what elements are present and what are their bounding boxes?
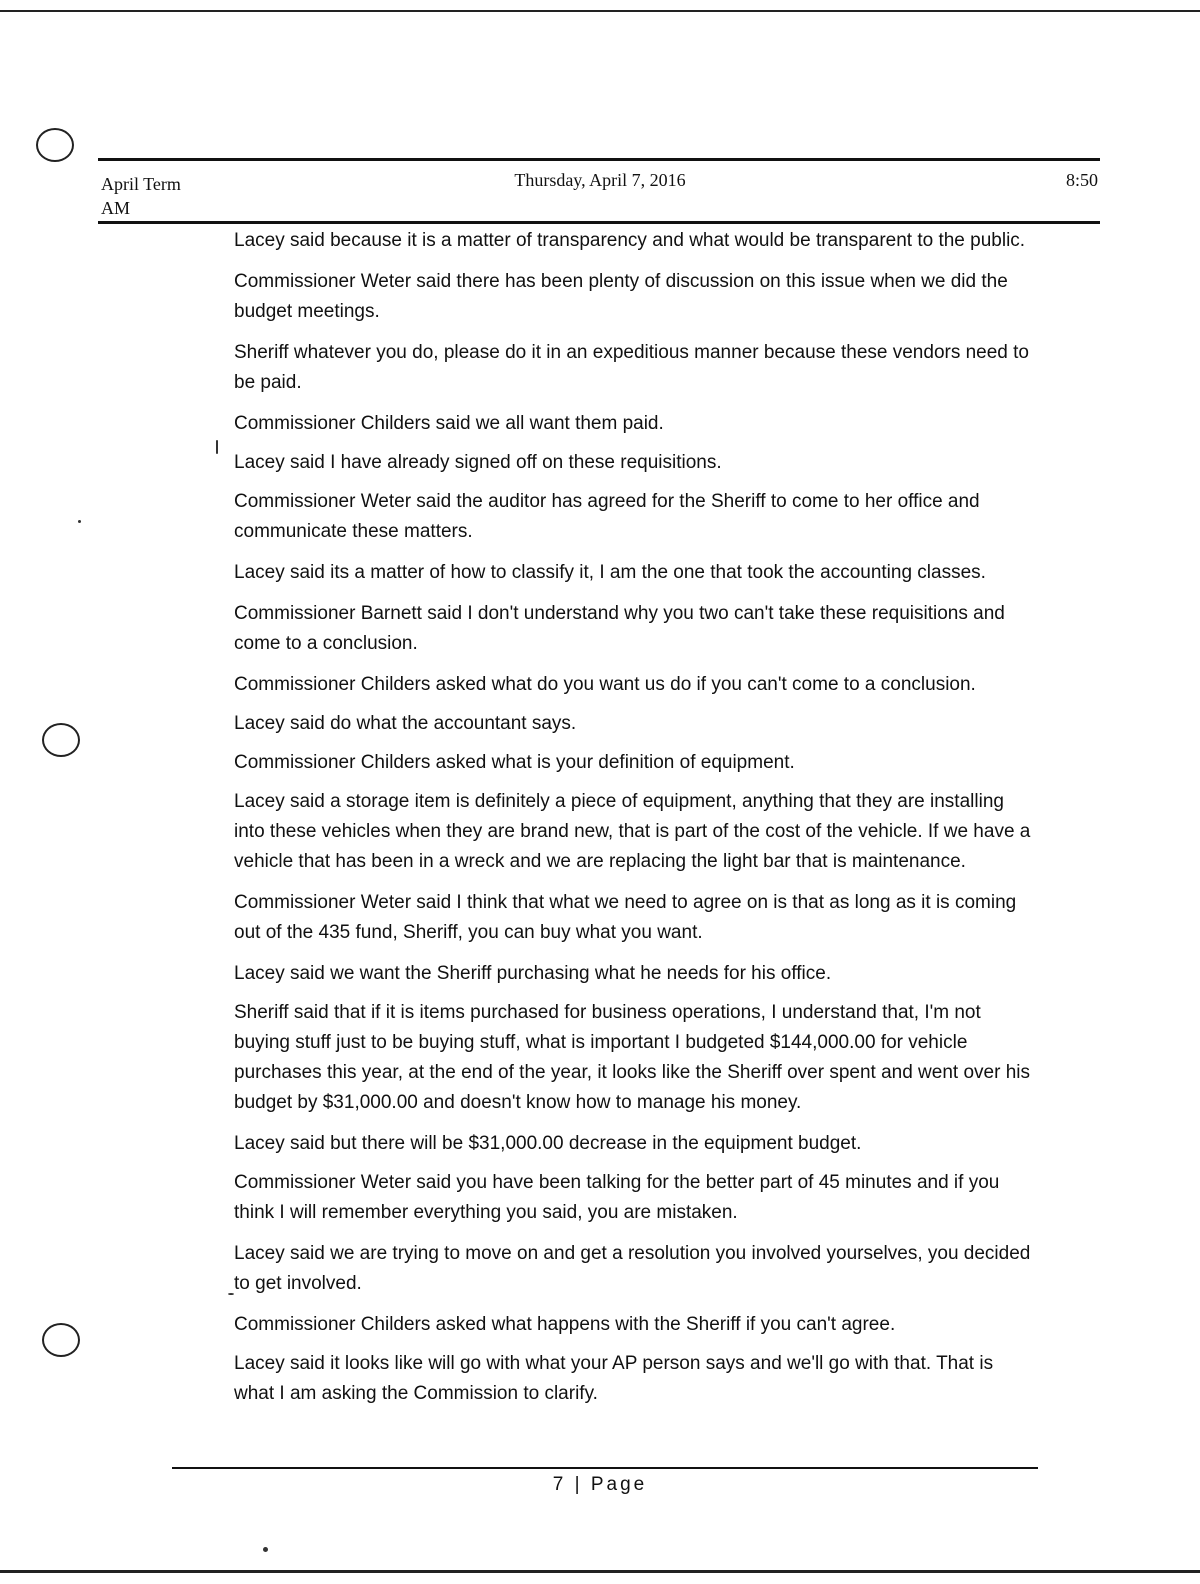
minutes-paragraph: Lacey said we are trying to move on and get a resolution you involved yourselves, you decided to get involved.	[234, 1243, 1031, 1294]
minutes-paragraph: Commissioner Childers asked what do you want us do if you can't come to a conclusion.	[234, 674, 976, 695]
punch-hole	[42, 1323, 80, 1357]
minutes-paragraph: Sheriff said that if it is items purchased for business operations, I understand that, I'm not buying stuff just to be buying stuff, what is important I budgeted $144,000.00 for vehicle purchases this year, at the end of the year, it looks like the Sheriff over spent and went over his budget by $31,000.00 and doesn't know how to manage his money.	[234, 1002, 1030, 1113]
minutes-paragraph: Lacey said do what the accountant says.	[234, 713, 577, 734]
header-term-line1: April Term	[101, 174, 181, 194]
scan-speck	[78, 520, 81, 523]
scan-bottom-edge	[0, 1570, 1200, 1573]
scan-speck	[228, 1293, 234, 1295]
minutes-paragraph: Lacey said I have already signed off on these requisitions.	[234, 452, 722, 473]
page-number: 7 | Page	[552, 1474, 648, 1495]
minutes-paragraph: Lacey said its a matter of how to classify it, I am the one that took the accounting classes.	[234, 562, 986, 583]
scan-top-edge	[0, 10, 1200, 12]
minutes-paragraph: Commissioner Weter said there has been plenty of discussion on this issue when we did the budget meetings.	[234, 271, 1008, 322]
minutes-paragraph: Sheriff whatever you do, please do it in an expeditious manner because these vendors need to be paid.	[234, 342, 1030, 393]
header-number: 8:50	[1065, 170, 1098, 190]
header-top-rule	[98, 158, 1100, 161]
minutes-paragraph: Lacey said a storage item is definitely a piece of equipment, anything that they are installing into these vehicles when they are brand new, that is part of the cost of the vehicle. If we have a vehicle that has been in a wreck and we are replacing the light bar that is maintenance.	[234, 791, 1031, 872]
minutes-paragraph: Commissioner Weter said you have been talking for the better part of 45 minutes and if you think I will remember everything you said, you are mistaken.	[234, 1172, 1000, 1223]
header-term-line2: AM	[101, 198, 131, 218]
minutes-paragraph: Commissioner Childers said we all want them paid.	[234, 413, 664, 434]
scan-speck	[263, 1547, 268, 1552]
footer-rule	[172, 1467, 1038, 1469]
minutes-paragraph: Lacey said but there will be $31,000.00 decrease in the equipment budget.	[234, 1133, 862, 1154]
minutes-paragraph: Commissioner Childers asked what happens with the Sheriff if you can't agree.	[234, 1314, 896, 1335]
minutes-paragraph: Commissioner Weter said I think that what we need to agree on is that as long as it is coming out of the 435 fund, Sheriff, you can buy what you want.	[234, 892, 1017, 943]
minutes-paragraph: Commissioner Barnett said I don't understand why you two can't take these requisitions and come to a conclusion.	[234, 603, 1005, 654]
minutes-paragraph: Lacey said we want the Sheriff purchasing what he needs for his office.	[234, 963, 832, 984]
punch-hole	[42, 723, 80, 757]
minutes-paragraph: Lacey said because it is a matter of transparency and what would be transparent to the public.	[234, 230, 1026, 251]
header-date: Thursday, April 7, 2016	[514, 170, 686, 190]
scan-speck	[216, 440, 218, 454]
header-bottom-rule	[98, 221, 1100, 224]
header-term	[101, 172, 181, 220]
minutes-paragraph: Commissioner Childers asked what is your definition of equipment.	[234, 752, 795, 773]
minutes-body	[234, 226, 1034, 1420]
punch-hole	[36, 128, 74, 162]
minutes-paragraph: Lacey said it looks like will go with what your AP person says and we'll go with that. That is what I am asking the Commission to clarify.	[234, 1353, 994, 1404]
minutes-paragraph: Commissioner Weter said the auditor has agreed for the Sheriff to come to her office and communicate these matters.	[234, 491, 980, 542]
